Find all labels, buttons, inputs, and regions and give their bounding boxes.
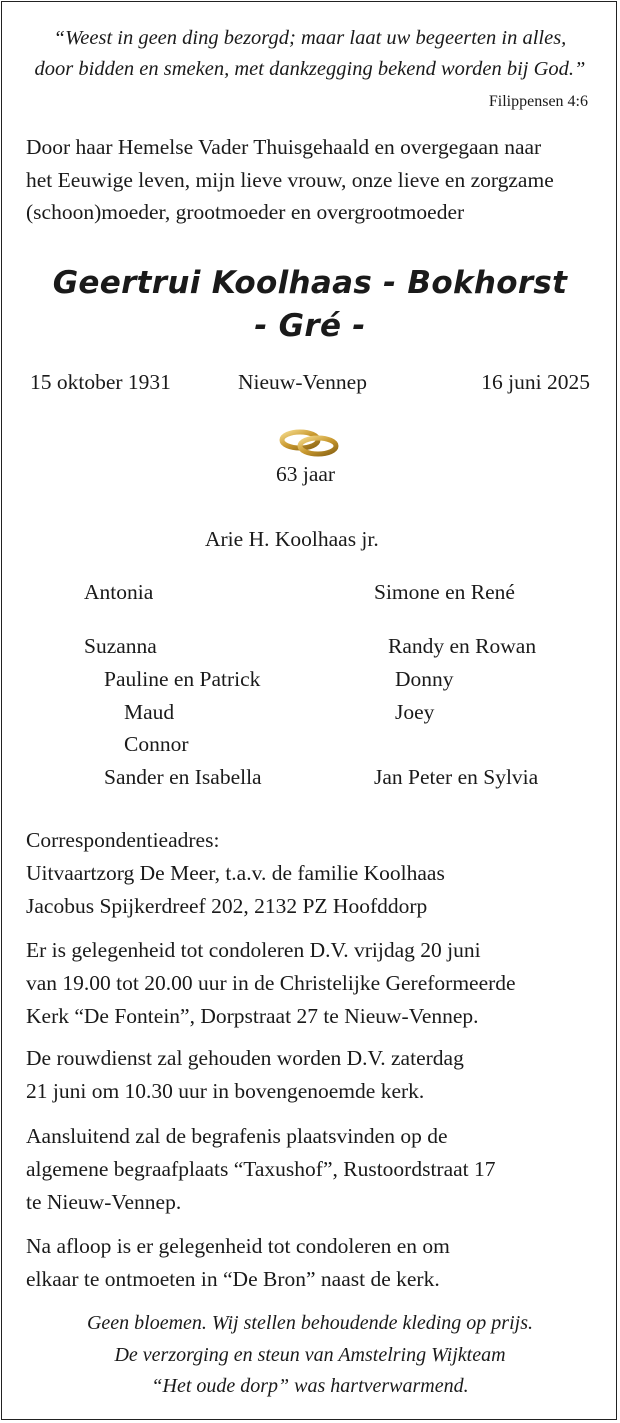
- family-left-2: Suzanna: [84, 634, 157, 658]
- family-right-4: Joey: [395, 700, 435, 724]
- epigraph-line-2: door bidden en smeken, met dankzegging bekend worden bij God.”: [34, 58, 586, 80]
- intro-line-2: het Eeuwige leven, mijn lieve vrouw, onze lieve en zorgzame: [26, 168, 554, 192]
- epigraph-reference: Filippensen 4:6: [488, 93, 588, 110]
- service-line-1: De rouwdienst zal gehouden worden D.V. zaterdag: [26, 1046, 464, 1070]
- marriage-years: 63 jaar: [276, 462, 336, 486]
- family-left-4: Maud: [124, 700, 175, 724]
- closing-line-2: De verzorging en steun van Amstelring Wijkteam: [114, 1344, 506, 1366]
- family-left-5: Connor: [124, 732, 189, 756]
- family-right-1: Simone en René: [374, 580, 515, 604]
- family-right-5: Jan Peter en Sylvia: [374, 765, 539, 789]
- epigraph-line-1: “Weest in geen ding bezorgd; maar laat uw begeerten in alles,: [53, 27, 567, 49]
- correspondence-line-1: Uitvaartzorg De Meer, t.a.v. de familie Koolhaas: [26, 861, 445, 885]
- family-right-3: Donny: [395, 667, 454, 691]
- wedding-rings-icon: [278, 426, 342, 460]
- family-left-3: Pauline en Patrick: [104, 667, 261, 691]
- deceased-name: Geertrui Koolhaas - Bokhorst: [52, 265, 568, 301]
- afterwards-line-2: elkaar te ontmoeten in “De Bron” naast de kerk.: [26, 1267, 440, 1291]
- family-left-1: Antonia: [84, 580, 154, 604]
- deceased-nickname: - Gré -: [254, 308, 366, 344]
- family-left-6: Sander en Isabella: [104, 765, 262, 789]
- burial-line-3: te Nieuw-Vennep.: [26, 1190, 182, 1214]
- intro-line-3: (schoon)moeder, grootmoeder en overgrootmoeder: [26, 200, 465, 224]
- birth-date: 15 oktober 1931: [30, 370, 171, 394]
- condolences-line-2: van 19.00 tot 20.00 uur in de Christelijke Gereformeerde: [26, 971, 516, 995]
- closing-line-1: Geen bloemen. Wij stellen behoudende kleding op prijs.: [86, 1312, 533, 1334]
- correspondence-line-2: Jacobus Spijkerdreef 202, 2132 PZ Hoofddorp: [26, 894, 428, 918]
- husband-name: Arie H. Koolhaas jr.: [205, 527, 379, 551]
- service-line-2: 21 juni om 10.30 uur in bovengenoemde kerk.: [26, 1079, 425, 1103]
- burial-line-2: algemene begraafplaats “Taxushof”, Rustoordstraat 17: [26, 1157, 496, 1181]
- afterwards-line-1: Na afloop is er gelegenheid tot condoleren en om: [26, 1234, 450, 1258]
- condolences-line-1: Er is gelegenheid tot condoleren D.V. vrijdag 20 juni: [26, 938, 481, 962]
- burial-line-1: Aansluitend zal de begrafenis plaatsvinden op de: [26, 1124, 448, 1148]
- family-right-2: Randy en Rowan: [388, 634, 537, 658]
- correspondence-heading: Correspondentieadres:: [26, 828, 220, 852]
- place: Nieuw-Vennep: [238, 370, 367, 394]
- closing-line-3: “Het oude dorp” was hartverwarmend.: [151, 1375, 469, 1397]
- intro-line-1: Door haar Hemelse Vader Thuisgehaald en overgegaan naar: [26, 135, 542, 159]
- condolences-line-3: Kerk “De Fontein”, Dorpstraat 27 te Nieuw-Vennep.: [26, 1004, 479, 1028]
- death-date: 16 juni 2025: [481, 370, 590, 394]
